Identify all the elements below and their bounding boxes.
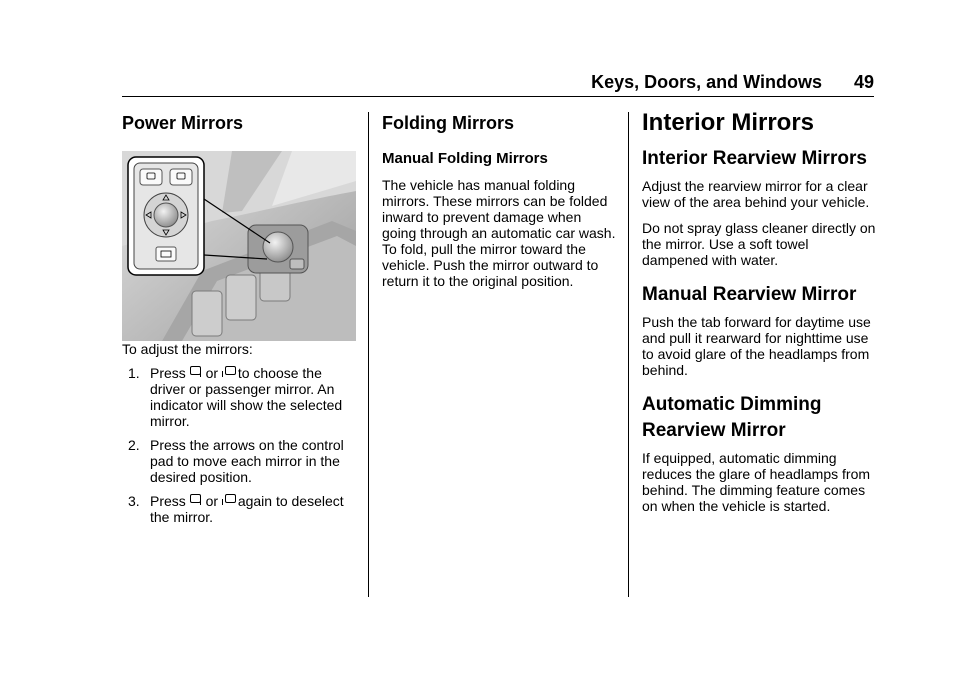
adjust-intro: To adjust the mirrors: — [122, 341, 253, 357]
mirror-control-illustration — [122, 151, 356, 341]
page-number: 49 — [853, 72, 874, 92]
step-number: 2. — [128, 437, 140, 453]
manual-folding-subheading: Manual Folding Mirrors — [382, 150, 548, 167]
page-header — [122, 66, 874, 97]
adjust-steps-list — [122, 365, 356, 525]
left-mirror-select-icon — [190, 494, 202, 504]
step-1 — [122, 365, 356, 429]
folding-mirrors-heading: Folding Mirrors — [382, 113, 514, 133]
manual-rearview-body: Push the tab forward for daytime use and pull it rearward for nighttime use to avoid glare of the headlamps from behind. — [642, 314, 871, 378]
step-text-pre: Press — [150, 493, 186, 509]
manual-folding-body: The vehicle has manual folding mirrors. These mirrors can be folded inward to prevent damage when going through an automatic car wash. To fold, pull the mirror toward the vehicle. Push the mirror outward to return it to the original position. — [382, 177, 616, 289]
auto-dimming-subheading-line2: Rearview Mirror — [642, 420, 786, 441]
left-mirror-select-icon — [190, 366, 202, 376]
interior-rearview-p2: Do not spray glass cleaner directly on the mirror. Use a soft towel dampened with water. — [642, 220, 876, 268]
interior-rearview-subheading: Interior Rearview Mirrors — [642, 148, 867, 169]
interior-mirrors-heading: Interior Mirrors — [642, 109, 815, 136]
step-2 — [122, 437, 356, 485]
step-text-post: again to deselect the mirror. — [150, 493, 344, 525]
column-power-mirrors — [122, 108, 356, 533]
step-text-pre: Press — [150, 365, 186, 381]
column-interior-mirrors — [642, 108, 876, 514]
interior-rearview-p1: Adjust the rearview mirror for a clear view of the area behind your vehicle. — [642, 178, 870, 210]
manual-rearview-subheading: Manual Rearview Mirror — [642, 284, 857, 305]
auto-dimming-body: If equipped, automatic dimming reduces the glare of headlamps from behind. The dimming feature comes on when the vehicle is started. — [642, 450, 871, 514]
step-text-post: to choose the driver or passenger mirror. An indicator will show the selected mirror. — [150, 365, 343, 429]
header-section-title: Keys, Doors, and Windows — [591, 72, 822, 92]
column-folding-mirrors — [382, 108, 616, 289]
column-divider-2 — [628, 112, 629, 597]
column-divider-1 — [368, 112, 369, 597]
step-text-or: or — [205, 493, 219, 509]
step-number: 1. — [128, 365, 140, 381]
step-text: Press the arrows on the control pad to move each mirror in the desired position. — [150, 437, 344, 485]
right-mirror-select-icon — [222, 494, 234, 504]
power-mirrors-heading: Power Mirrors — [122, 113, 244, 133]
step-number: 3. — [128, 493, 140, 509]
step-text-or: or — [205, 365, 219, 381]
auto-dimming-subheading-line1: Automatic Dimming — [642, 394, 822, 415]
right-mirror-select-icon — [222, 366, 234, 376]
step-3 — [122, 493, 356, 525]
mirror-control-drawing — [122, 151, 356, 341]
